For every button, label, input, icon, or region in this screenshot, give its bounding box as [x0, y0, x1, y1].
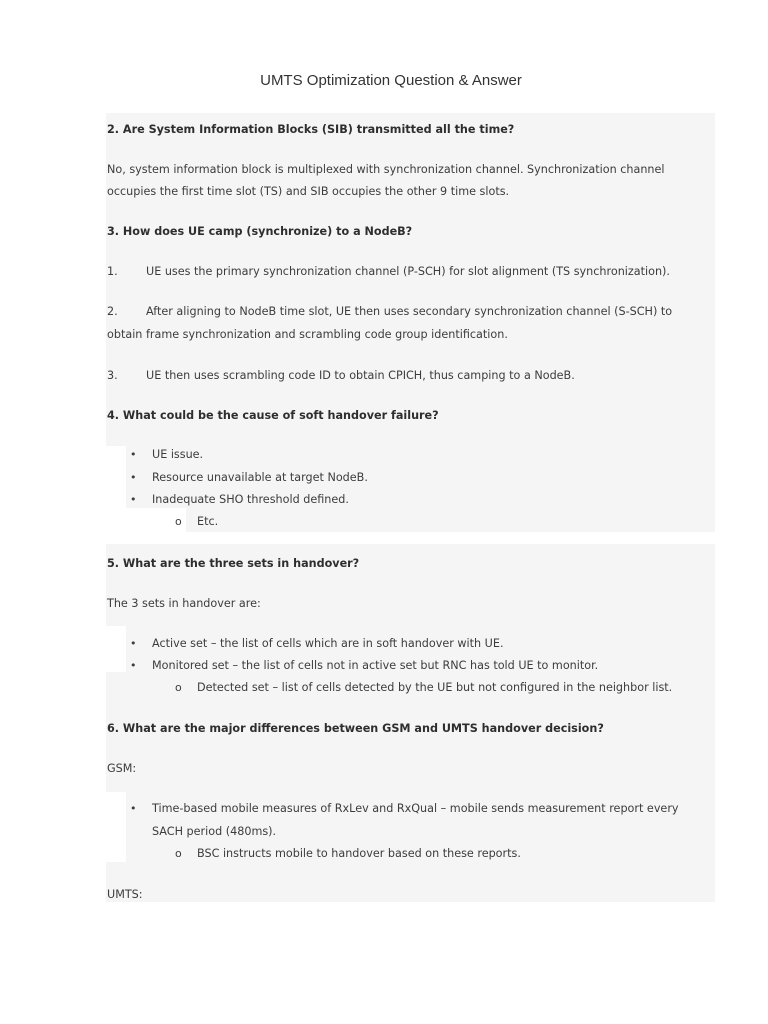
- bullet-icon: •: [130, 448, 137, 461]
- sub-list-item: Etc.: [197, 515, 219, 528]
- answer-text: occupies the first time slot (TS) and SIB occupies the other 9 time slots.: [107, 185, 510, 198]
- step-number: 1.: [107, 265, 118, 278]
- bullet-icon: •: [130, 659, 137, 672]
- sub-bullet-icon: o: [175, 515, 182, 528]
- question-heading: 5. What are the three sets in handover?: [107, 557, 360, 570]
- sub-bullet-icon: o: [175, 847, 182, 860]
- step-text: UE then uses scrambling code ID to obtain CPICH, thus camping to a NodeB.: [146, 369, 575, 382]
- bullet-icon: •: [130, 802, 137, 815]
- section-label: UMTS:: [107, 888, 143, 901]
- list-item: Monitored set – the list of cells not in active set but RNC has told UE to monitor.: [152, 659, 599, 672]
- bullet-icon: •: [130, 471, 137, 484]
- list-item: Resource unavailable at target NodeB.: [152, 471, 368, 484]
- page-title: UMTS Optimization Question & Answer: [260, 72, 522, 89]
- list-item: SACH period (480ms).: [152, 825, 277, 838]
- step-number: 3.: [107, 369, 118, 382]
- step-text: obtain frame synchronization and scrambling code group identification.: [107, 328, 508, 341]
- section-label: GSM:: [107, 762, 137, 775]
- bullet-icon: •: [130, 637, 137, 650]
- list-item: Inadequate SHO threshold defined.: [152, 493, 349, 506]
- sub-list-item: Detected set – list of cells detected by the UE but not configured in the neighbor list.: [197, 681, 673, 694]
- answer-text: The 3 sets in handover are:: [107, 597, 261, 610]
- sub-list-item: BSC instructs mobile to handover based on these reports.: [197, 847, 521, 860]
- step-number: 2.: [107, 305, 118, 318]
- content-shade: [186, 508, 715, 532]
- step-text: After aligning to NodeB time slot, UE then uses secondary synchronization channel (S-SCH) to: [146, 305, 673, 318]
- question-heading: 2. Are System Information Blocks (SIB) transmitted all the time?: [107, 123, 515, 136]
- step-text: UE uses the primary synchronization channel (P-SCH) for slot alignment (TS synchronization).: [146, 265, 670, 278]
- question-heading: 3. How does UE camp (synchronize) to a NodeB?: [107, 225, 413, 238]
- content-shade: [106, 862, 715, 902]
- list-item: Time-based mobile measures of RxLev and RxQual – mobile sends measurement report every: [152, 802, 679, 815]
- answer-text: No, system information block is multiplexed with synchronization channel. Synchronization channel: [107, 163, 665, 176]
- question-heading: 6. What are the major differences between GSM and UMTS handover decision?: [107, 722, 604, 735]
- list-item: Active set – the list of cells which are in soft handover with UE.: [152, 637, 504, 650]
- list-item: UE issue.: [152, 448, 204, 461]
- question-heading: 4. What could be the cause of soft handover failure?: [107, 409, 439, 422]
- bullet-icon: •: [130, 493, 137, 506]
- sub-bullet-icon: o: [175, 681, 182, 694]
